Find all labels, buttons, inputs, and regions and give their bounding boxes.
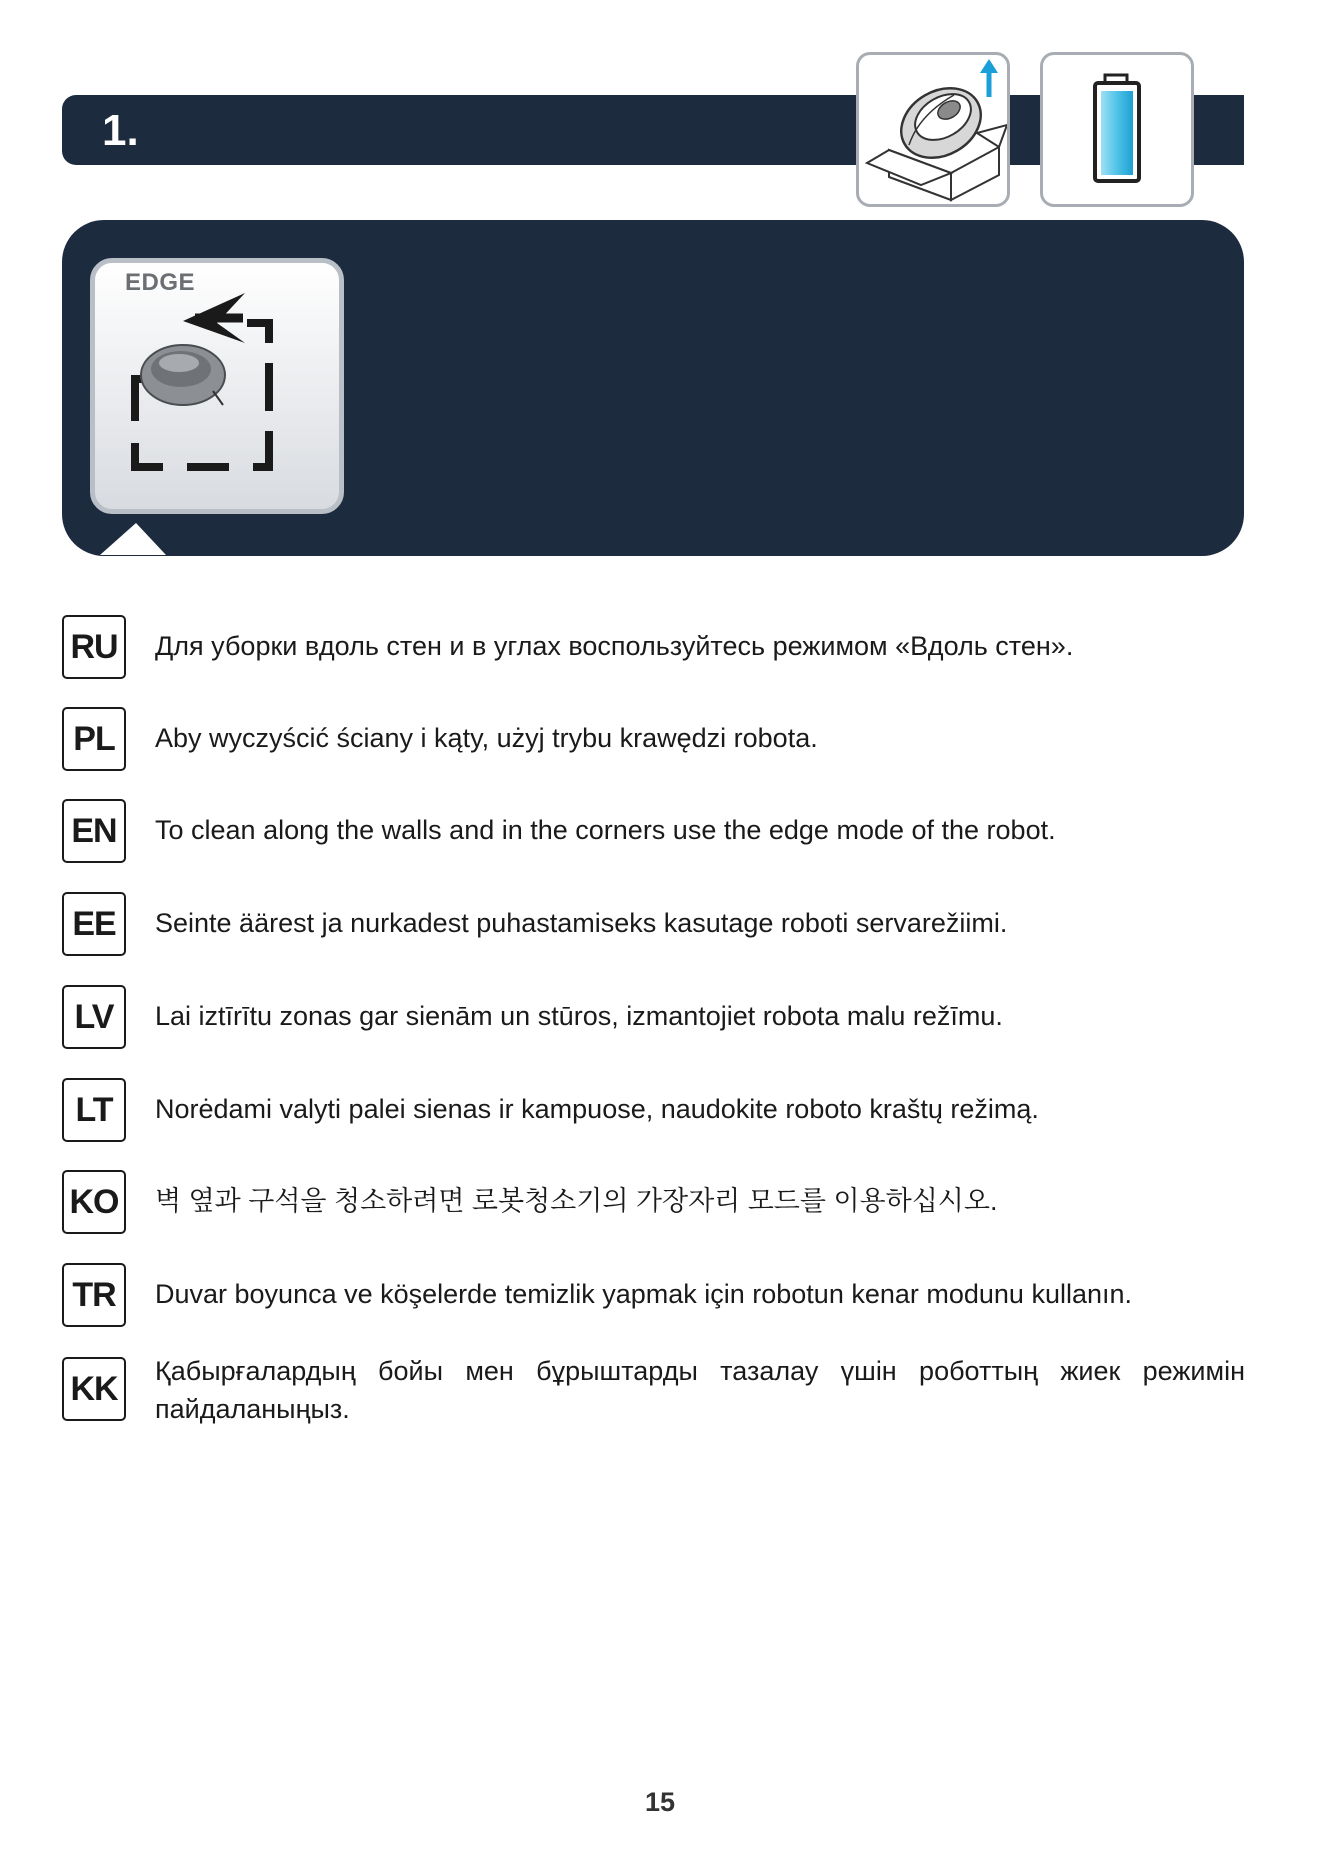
step-number: 1. — [102, 106, 139, 155]
unbox-robot-icon — [856, 52, 1010, 207]
panel-notch — [100, 515, 180, 555]
instruction-text: Aby wyczyścić ściany i kąty, użyj trybu krawędzi robota. — [155, 723, 818, 753]
instruction-text: Для уборки вдоль стен и в углах воспользуйтесь режимом «Вдоль стен». — [155, 631, 1074, 661]
edge-mode-button — [90, 258, 344, 514]
edge-mode-label: EDGE — [124, 269, 195, 296]
page-number: 15 — [644, 1787, 676, 1817]
language-code-badge: LT — [62, 1078, 126, 1142]
language-code-badge: KK — [62, 1357, 126, 1421]
instruction-text: To clean along the walls and in the corners use the edge mode of the robot. — [155, 815, 1056, 845]
battery-full-icon — [1040, 52, 1194, 207]
language-code-badge: LV — [62, 985, 126, 1049]
instruction-text: Norėdami valyti palei sienas ir kampuose, naudokite roboto kraštų režimą. — [155, 1094, 1039, 1124]
language-code-badge: PL — [62, 707, 126, 771]
instruction-text: Seinte äärest ja nurkadest puhastamiseks kasutage roboti servarežiimi. — [155, 908, 1008, 938]
edge-mode-illustration — [95, 263, 339, 509]
language-code-badge: EE — [62, 892, 126, 956]
instruction-text: Қабырғалардың бойы мен бұрыштарды тазалау үшін роботтың жиек режимін пайдаланыңыз. — [155, 1356, 1245, 1424]
instruction-text: Duvar boyunca ve köşelerde temizlik yapmak için robotun kenar modunu kullanın. — [155, 1279, 1133, 1309]
instruction-text: Lai iztīrītu zonas gar sienām un stūros, izmantojiet robota malu režīmu. — [155, 1001, 1003, 1031]
instruction-text: 벽 옆과 구석을 청소하려면 로봇청소기의 가장자리 모드를 이용하십시오. — [155, 1186, 998, 1216]
language-code-badge: RU — [62, 615, 126, 679]
language-code-badge: TR — [62, 1263, 126, 1327]
language-code-badge: KO — [62, 1170, 126, 1234]
language-code-badge: EN — [62, 799, 126, 863]
